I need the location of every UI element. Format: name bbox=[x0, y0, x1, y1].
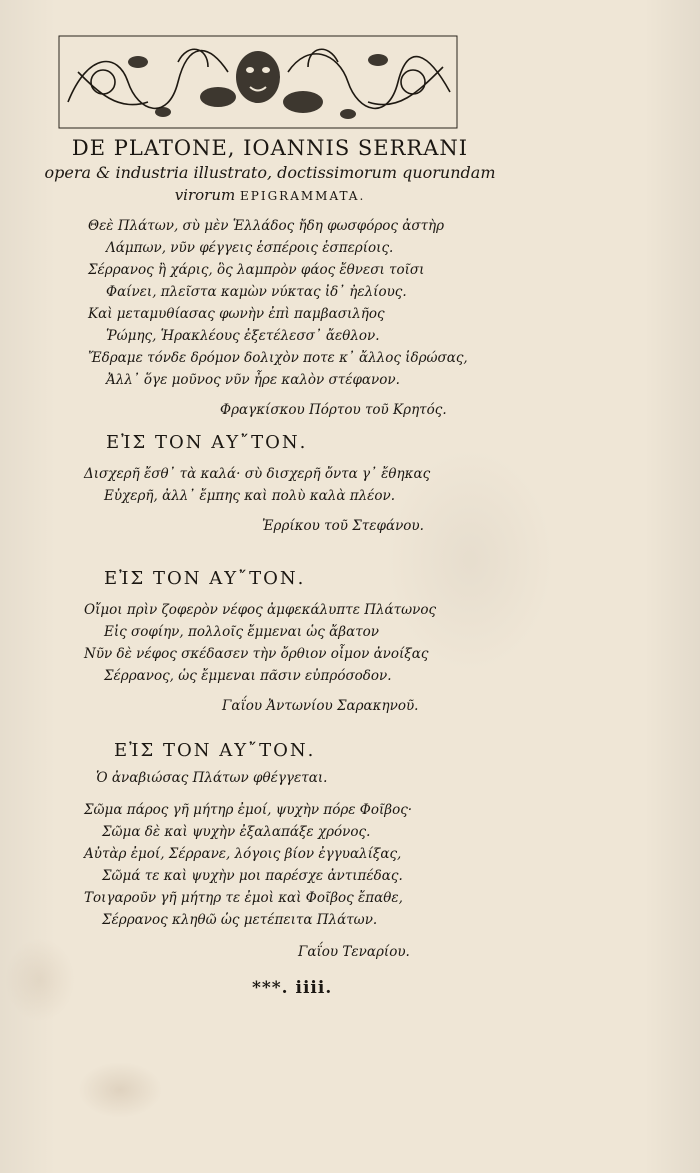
poem2-line-2: Εὐχερῆ, ἀλλ᾽ ἔμπης καὶ πολὺ καλὰ πλέον. bbox=[104, 488, 396, 504]
poem1-line-6: Ῥώμης, Ἡρακλέους ἐξετέλεσσ᾽ ἄεθλον. bbox=[106, 328, 380, 344]
poem3-line-1: Οἴμοι πρὶν ζοφερὸν νέφος ἀμφεκάλυπτε Πλάτωνος bbox=[84, 602, 437, 618]
poem3-line-2: Εἰς σοφίην, πολλοῖς ἔμμεναι ὡς ἄβατον bbox=[104, 624, 379, 640]
title-line-3-caps: EPIGRAMMATA. bbox=[240, 189, 366, 203]
poem4-line-2: Σῶμα δὲ καὶ ψυχὴν ἐξαλαπάξε χρόνος. bbox=[102, 824, 371, 840]
poem4-heading: ΕἸΣ ΤΟΝ ΑΥ῎ΤΟΝ. bbox=[114, 740, 316, 761]
title-line-2: opera & industria illustrato, doctissimorum quorundam bbox=[44, 163, 496, 182]
poem1-line-5: Καὶ μεταμυθίασας φωνὴν ἐπὶ παμβασιλῆος bbox=[88, 306, 385, 322]
poem1-line-2: Λάμπων, νῦν φέγγεις ἑσπέροις ἑσπερίοις. bbox=[106, 240, 394, 256]
title-line-3 bbox=[40, 184, 500, 207]
poem3-line-3: Νῦν δὲ νέφος σκέδασεν τὴν ὄρθιον οἶμον ἀνοίξας bbox=[84, 646, 429, 662]
poem1-line-7: Ἔδραμε τόνδε δρόμον δολιχὸν ποτε κ᾽ ἄλλος ἱδρώσας, bbox=[88, 350, 468, 366]
woodcut-headpiece-ornament bbox=[58, 32, 458, 132]
poem2-heading: ΕἸΣ ΤΟΝ ΑΥ῎ΤΟΝ. bbox=[106, 432, 308, 453]
poem1-attribution: Φραγκίσκου Πόρτου τοῦ Κρητός. bbox=[220, 402, 447, 418]
poem3-heading: ΕἸΣ ΤΟΝ ΑΥ῎ΤΟΝ. bbox=[104, 568, 306, 589]
poem4-line-6: Σέρρανος κληθῶ ὡς μετέπειτα Πλάτων. bbox=[102, 912, 378, 928]
title-block bbox=[40, 134, 500, 207]
poem1-line-4: Φαίνει, πλεῖστα καμὼν νύκτας ἰδ᾽ ἠελίους. bbox=[106, 284, 407, 300]
poem1-line-3: Σέρρανος ἢ χάρις, ὃς λαμπρὸν φάος ἔθνεσι τοῖσι bbox=[88, 262, 425, 278]
title-line-3-prefix: virorum bbox=[174, 186, 236, 204]
poem4-line-4: Σῶμά τε καὶ ψυχὴν μοι παρέσχε ἀντιπέδας. bbox=[102, 868, 403, 884]
poem1-line-8: Ἀλλ᾽ ὅγε μοῦνος νῦν ἦρε καλὸν στέφανον. bbox=[106, 372, 400, 388]
poem4-line-5: Τοιγαροῦν γῆ μήτηρ τε ἐμοὶ καὶ Φοῖβος ἔπαθε, bbox=[84, 890, 403, 906]
title-line-1: DE PLATONE, IOANNIS SERRANI bbox=[71, 136, 469, 160]
poem2-line-1: Δισχερῆ ἔσθ᾽ τὰ καλά· σὺ δισχερῆ ὄντα γ᾽ ἔθηκας bbox=[84, 466, 431, 482]
poem4-subtitle: Ὁ ἀναβιώσας Πλάτων φθέγγεται. bbox=[96, 770, 328, 786]
poem4-line-3: Αὐτὰρ ἐμοί, Σέρρανε, λόγοις βίον ἐγγυαλίξας, bbox=[84, 846, 402, 862]
poem4-attribution: Γαΐου Τεναρίου. bbox=[298, 944, 410, 960]
poem3-attribution: Γαΐου Ἀντωνίου Σαρακηνοῦ. bbox=[222, 698, 419, 714]
poem1-line-1: Θεὲ Πλάτων, σὺ μὲν Ἑλλάδος ἤδη φωσφόρος ἀστὴρ bbox=[88, 218, 445, 234]
signature-mark: ***. iiii. bbox=[252, 978, 333, 998]
poem3-line-4: Σέρρανος, ὡς ἔμμεναι πᾶσιν εὐπρόσοδον. bbox=[104, 668, 392, 684]
poem2-attribution: Ἐρρίκου τοῦ Στεφάνου. bbox=[262, 518, 424, 534]
poem4-line-1: Σῶμα πάρος γῆ μήτηρ ἐμοί, ψυχὴν πόρε Φοῖβος· bbox=[84, 802, 413, 818]
